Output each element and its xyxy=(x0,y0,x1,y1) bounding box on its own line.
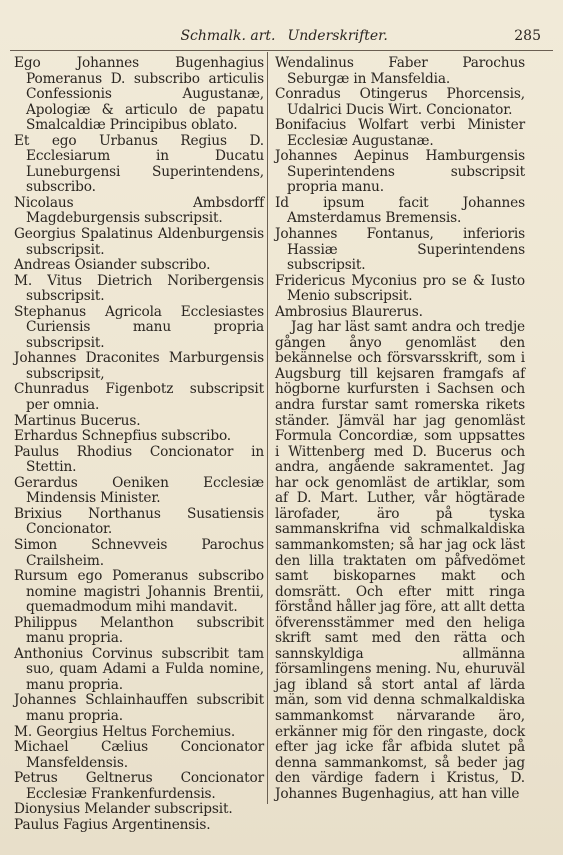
running-head xyxy=(14,28,549,48)
signature-entry: Johannes Draconites Marburgensis subscripsit, xyxy=(14,350,264,382)
signature-entry: Ego Johannes Bugenhagius Pomeranus D. subscribo articulis Confessionis Augustanæ, Apologiæ & articulo de papatu Smalcaldiæ Principibus oblato. xyxy=(14,55,264,134)
signature-entry: Johannes Schlainhauffen subscribit manu propria. xyxy=(14,692,264,724)
header-rule xyxy=(10,50,553,51)
signature-entry: Simon Schnevveis Parochus Crailsheim. xyxy=(14,536,264,569)
signature-entry: M. Georgius Heltus Forchemius. xyxy=(14,723,236,740)
signature-entry: M. Vitus Dietrich Noribergensis subscripsit. xyxy=(14,272,264,305)
signature-entry: Ambrosius Blaurerus. xyxy=(275,303,423,320)
signature-entry: Paulus Rhodius Concionator in Stettin. xyxy=(14,443,264,476)
signature-entry: Rursum ego Pomeranus subscribo nomine magistri Johannis Brentii, quemadmodum mihi mandavit. xyxy=(14,568,264,616)
column-divider xyxy=(267,52,268,804)
signature-entry: Johannes Fontanus, inferioris Hassiæ Superintendens subscripsit. xyxy=(275,226,525,274)
signature-entry: Georgius Spalatinus Aldenburgensis subscripsit. xyxy=(14,226,264,258)
signature-entry: Michael Cælius Concionator Mansfeldensis. xyxy=(14,739,264,771)
running-head-left: Schmalk. art. xyxy=(180,28,276,44)
running-head-right: Underskrifter. xyxy=(287,28,388,44)
signature-entry: Bonifacius Wolfart verbi Minister Ecclesiæ Augustanæ. xyxy=(275,117,525,149)
signature-entry: Brixius Northanus Susatiensis Concionator. xyxy=(14,505,264,538)
signature-entry: Paulus Fagius Argentinensis. xyxy=(14,816,211,833)
signature-entry: Conradus Otingerus Phorcensis, Udalrici Ducis Wirt. Concionator. xyxy=(275,86,525,118)
signature-entry: Wendalinus Faber Parochus Seburgæ in Mansfeldia. xyxy=(275,55,525,87)
signature-entry: Andreas Osiander subscribo. xyxy=(14,257,211,274)
signature-entry: Id ipsum facit Johannes Amsterdamus Bremensis. xyxy=(275,194,525,227)
signature-entry: Johannes Aepinus Hamburgensis Superintendens subscripsit propria manu. xyxy=(275,148,525,196)
signature-entry: Gerardus Oeniken Ecclesiæ Mindensis Minister. xyxy=(14,474,264,507)
signature-entry: Anthonius Corvinus subscribit tam suo, quam Adami a Fulda nomine, manu propria. xyxy=(14,645,264,693)
right-column xyxy=(275,56,525,802)
signature-entry: Chunradus Figenbotz subscripsit per omnia. xyxy=(14,381,264,414)
signature-entry: Petrus Geltnerus Concionator Ecclesiæ Frankenfurdensis. xyxy=(14,770,264,802)
left-column xyxy=(14,56,264,833)
signature-entry: Erhardus Schnepfius subscribo. xyxy=(14,428,231,445)
page-number: 285 xyxy=(514,28,541,44)
signature-entry: Nicolaus Ambsdorff Magdeburgensis subscripsit. xyxy=(14,194,264,227)
signature-entry: Fridericus Myconius pro se & Iusto Menio subscripsit. xyxy=(275,272,525,305)
signature-entry: Stephanus Agricola Ecclesiastes Curiensis manu propria subscripsit. xyxy=(14,303,264,351)
signature-entry: Philippus Melanthon subscribit manu propria. xyxy=(14,614,264,647)
signature-entry: Et ego Urbanus Regius D. Ecclesiarum in Ducatu Luneburgensi Superintendens, subscribo. xyxy=(14,132,264,196)
signature-entry: Martinus Bucerus. xyxy=(14,412,141,429)
signature-entry: Dionysius Melander subscripsit. xyxy=(14,801,233,818)
swedish-paragraph: Jag har läst samt andra och tredje gången ånyo genomläst den bekännelse och försvarsskrift, som i Augsburg till kejsaren framgafs af högborne kurfursten i Sachsen och andra furstar samt romerska rikets ständer. Jämväl har jag genomläst Formula Concordiæ, som uppsattes i Wittenberg med D. Bucerus och andra, angående sakramentet. Jag har ock genomläst de artiklar, som af D. Mart. Luther, vår högtärade lärofader, äro på tyska sammanskrifna vid schmalkaldiska sammankomsten; så har jag ock läst den lilla traktaten om påfvedömet samt biskoparnes makt och domsrätt. Och efter mitt ringa förstånd håller jag före, att allt detta öfverensstämmer med den heliga skrift samt med den rätta och sannskyldiga allmänna församlingens mening. Nu, ehuruväl jag ibland så stort antal af lärda män, som vid denna schmalkaldiska sammankomst närvarande äro, erkänner mig för den ringaste, dock efter jag icke får afbida slutet på denna sammankomst, så beder jag den värdige fadern i Kristus, D. Johannes Bugenhagius, att han ville xyxy=(275,319,525,802)
